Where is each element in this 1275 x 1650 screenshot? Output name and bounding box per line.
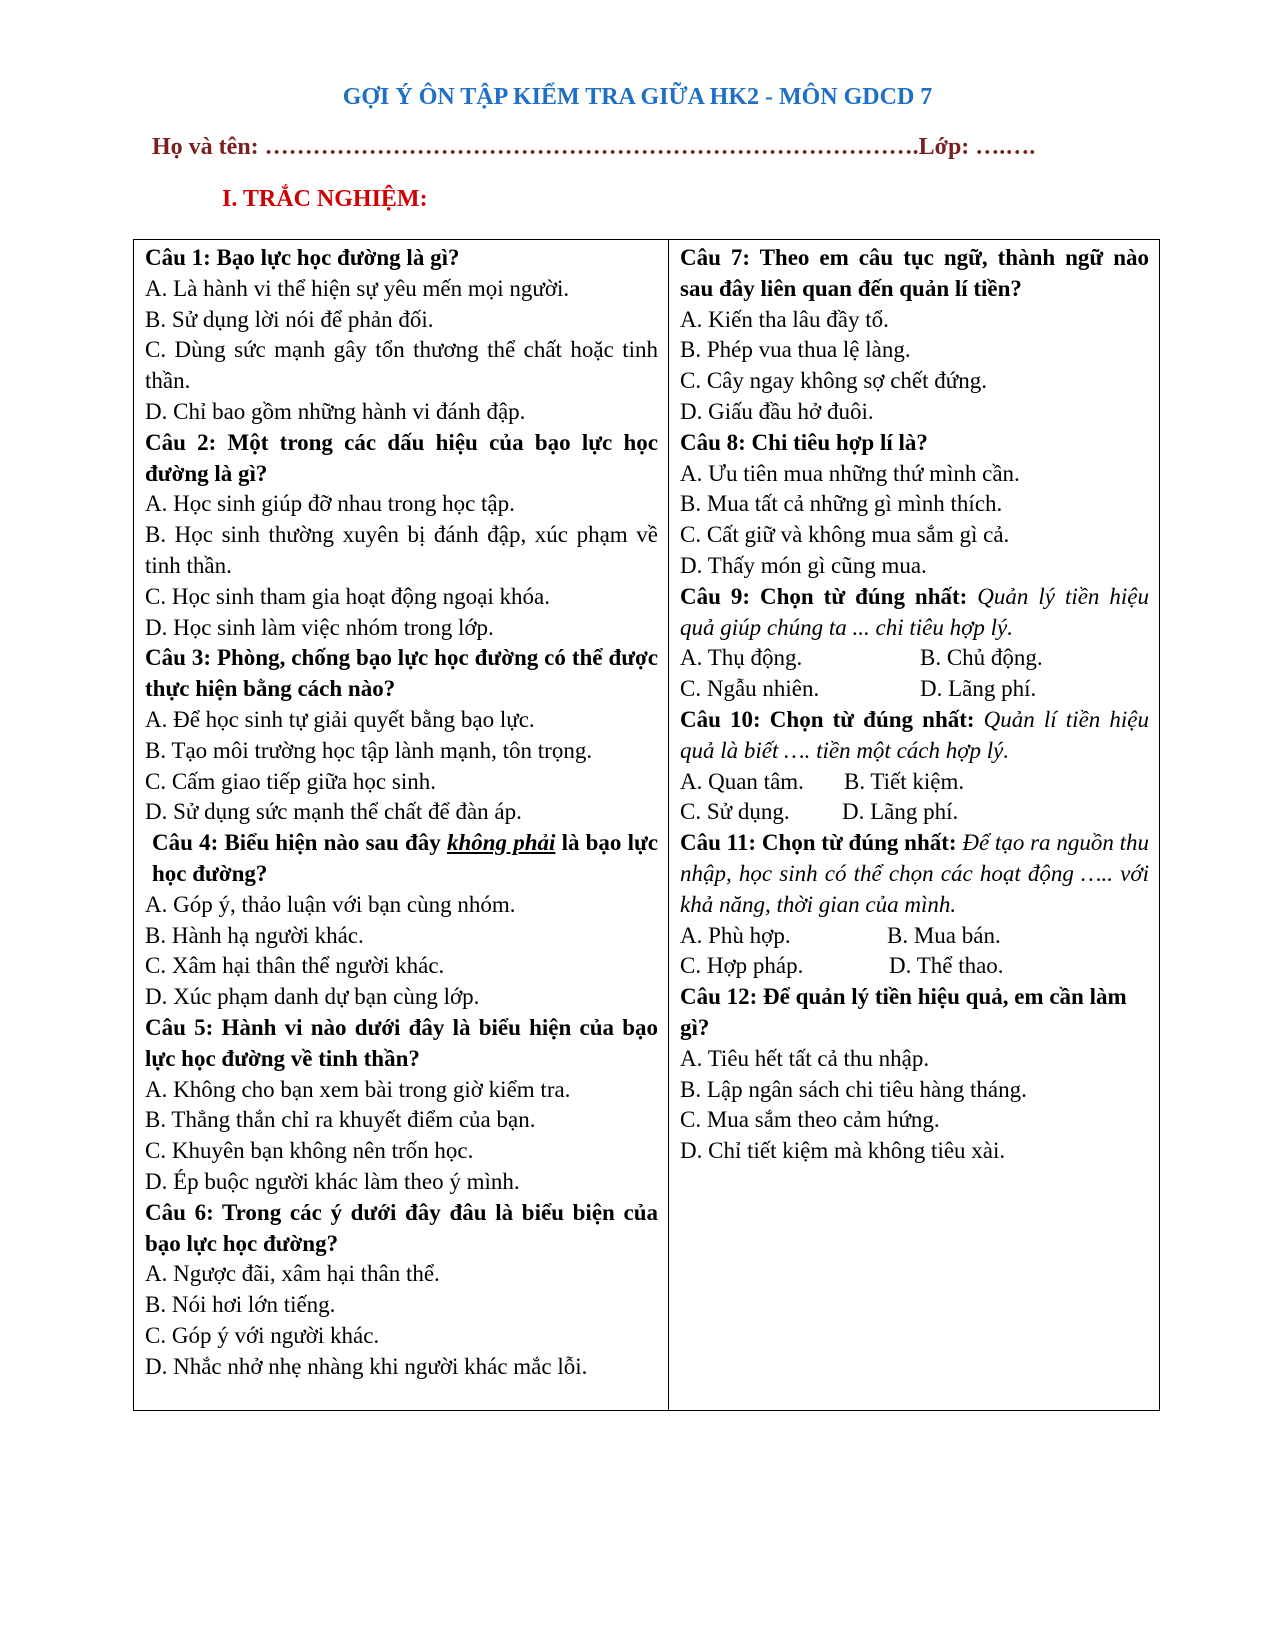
option: D. Giấu đầu hở đuôi. — [680, 398, 874, 424]
option: B. Hành hạ người khác. — [145, 922, 364, 948]
question-10 — [680, 705, 1149, 767]
option: A. Ngược đãi, xâm hại thân thể. — [145, 1261, 440, 1287]
question-4-text-end: là bạo lực học đường? — [152, 830, 658, 886]
option: C. Góp ý với người khác. — [145, 1322, 380, 1348]
option: C. Dùng sức mạnh gây tổn thương thể chất hoặc tinh thần. — [145, 337, 658, 394]
option: B. Chủ động. — [920, 645, 1043, 671]
option: A. Học sinh giúp đỡ nhau trong học tập. — [145, 491, 515, 517]
option: D. Xúc phạm danh dự bạn cùng lớp. — [145, 984, 480, 1010]
right-column — [669, 240, 1159, 1410]
option: A. Là hành vi thể hiện sự yêu mến mọi người. — [145, 275, 570, 301]
option: C. Khuyên bạn không nên trốn học. — [145, 1138, 474, 1164]
option: C. Cất giữ và không mua sắm gì cả. — [680, 522, 1010, 548]
option: B. Lập ngân sách chi tiêu hàng tháng. — [680, 1076, 1027, 1102]
option: A. Quan tâm. — [680, 768, 804, 794]
option: A. Thụ động. — [680, 645, 803, 671]
section-heading: I. TRẮC NGHIỆM: — [222, 186, 428, 212]
option: C. Xâm hại thân thể người khác. — [145, 953, 445, 979]
option: D. Sử dụng sức mạnh thể chất để đàn áp. — [145, 799, 522, 825]
option: B. Phép vua thua lệ làng. — [680, 337, 911, 363]
question-10-text: Quản lí tiền hiệu quả là biết …. tiền một cách hợp lý. — [680, 706, 1149, 763]
option: A. Phù hợp. — [680, 922, 791, 948]
option: B. Mua tất cả những gì mình thích. — [680, 491, 1003, 517]
option: B. Nói hơi lớn tiếng. — [145, 1292, 336, 1318]
question-11-text: Để tạo ra nguồn thu nhập, học sinh có thể chọn các hoạt động ….. với khả năng, thời gian của mình. — [680, 830, 1149, 917]
option: A. Ưu tiên mua những thứ mình cần. — [680, 460, 1020, 486]
option: D. Lãng phí. — [842, 799, 959, 825]
page-title: GỢI Ý ÔN TẬP KIỂM TRA GIỮA HK2 - MÔN GDCD 7 — [342, 84, 933, 110]
question-8: Câu 8: Chi tiêu hợp lí là? — [680, 429, 928, 455]
option: B. Mua bán. — [887, 922, 1001, 948]
option-row — [680, 921, 1149, 952]
questions-table — [133, 239, 1160, 1411]
option: B. Tạo môi trường học tập lành mạnh, tôn trọng. — [145, 737, 593, 763]
question-2: Câu 2: Một trong các dấu hiệu của bạo lực học đường là gì? — [145, 429, 658, 486]
question-10-label: Câu 10: Chọn từ đúng nhất: — [680, 706, 984, 732]
left-column — [134, 240, 669, 1410]
option: C. Cây ngay không sợ chết đứng. — [680, 368, 987, 394]
option: C. Cấm giao tiếp giữa học sinh. — [145, 768, 436, 794]
option-row — [680, 951, 1149, 982]
question-9 — [680, 582, 1149, 644]
option: B. Sử dụng lời nói để phản đối. — [145, 306, 434, 332]
option: B. Tiết kiệm. — [844, 768, 965, 794]
question-11 — [680, 828, 1149, 920]
name-class-line: Họ và tên: ……………………………………………………………………….Lớp: ….…. — [152, 134, 1036, 160]
option: B. Học sinh thường xuyên bị đánh đập, xúc phạm về tinh thần. — [145, 522, 658, 578]
option: D. Lãng phí. — [920, 676, 1037, 702]
option: A. Không cho bạn xem bài trong giờ kiểm tra. — [145, 1076, 571, 1102]
question-6: Câu 6: Trong các ý dưới đây đâu là biểu biện của bạo lực học đường? — [145, 1199, 658, 1256]
option: D. Chỉ tiết kiệm mà không tiêu xài. — [680, 1138, 1006, 1164]
option-row — [680, 674, 1149, 705]
option: C. Ngẫu nhiên. — [680, 676, 820, 702]
option: C. Mua sắm theo cảm hứng. — [680, 1107, 940, 1133]
option: D. Ép buộc người khác làm theo ý mình. — [145, 1168, 520, 1194]
question-4-text: Câu 4: Biểu hiện nào sau đây — [152, 830, 447, 856]
question-4 — [145, 828, 658, 890]
option: A. Tiêu hết tất cả thu nhập. — [680, 1045, 930, 1071]
question-4-emphasis: không phải — [446, 830, 556, 856]
option: C. Sử dụng. — [680, 799, 790, 825]
option-row — [680, 767, 1149, 798]
option-row — [680, 797, 1149, 828]
option-row — [680, 643, 1149, 674]
option: D. Chỉ bao gồm những hành vi đánh đập. — [145, 398, 526, 424]
option: D. Học sinh làm việc nhóm trong lớp. — [145, 614, 494, 640]
question-5: Câu 5: Hành vi nào dưới đây là biểu hiện của bạo lực học đường về tinh thần? — [145, 1014, 658, 1071]
option: A. Góp ý, thảo luận với bạn cùng nhóm. — [145, 891, 516, 917]
question-12: Câu 12: Để quản lý tiền hiệu quả, em cần làm gì? — [680, 984, 1127, 1040]
question-3: Câu 3: Phòng, chống bạo lực học đường có thể được thực hiện bằng cách nào? — [145, 645, 658, 702]
option: D. Thể thao. — [889, 953, 1004, 979]
question-7: Câu 7: Theo em câu tục ngữ, thành ngữ nào sau đây liên quan đến quản lí tiền? — [680, 245, 1149, 301]
option: C. Hợp pháp. — [680, 953, 804, 979]
question-9-text: Quản lý tiền hiệu quả giúp chúng ta ... chi tiêu hợp lý. — [680, 583, 1149, 640]
question-9-label: Câu 9: Chọn từ đúng nhất: — [680, 583, 978, 609]
question-1: Câu 1: Bạo lực học đường là gì? — [145, 245, 460, 270]
option: A. Kiến tha lâu đầy tổ. — [680, 306, 889, 332]
option: A. Để học sinh tự giải quyết bằng bạo lực. — [145, 706, 535, 732]
option: B. Thẳng thắn chỉ ra khuyết điểm của bạn. — [145, 1107, 536, 1133]
option: C. Học sinh tham gia hoạt động ngoại khóa. — [145, 583, 550, 609]
option: D. Thấy món gì cũng mua. — [680, 552, 927, 578]
option: D. Nhắc nhở nhẹ nhàng khi người khác mắc lỗi. — [145, 1353, 588, 1379]
question-11-label: Câu 11: Chọn từ đúng nhất: — [680, 830, 963, 856]
